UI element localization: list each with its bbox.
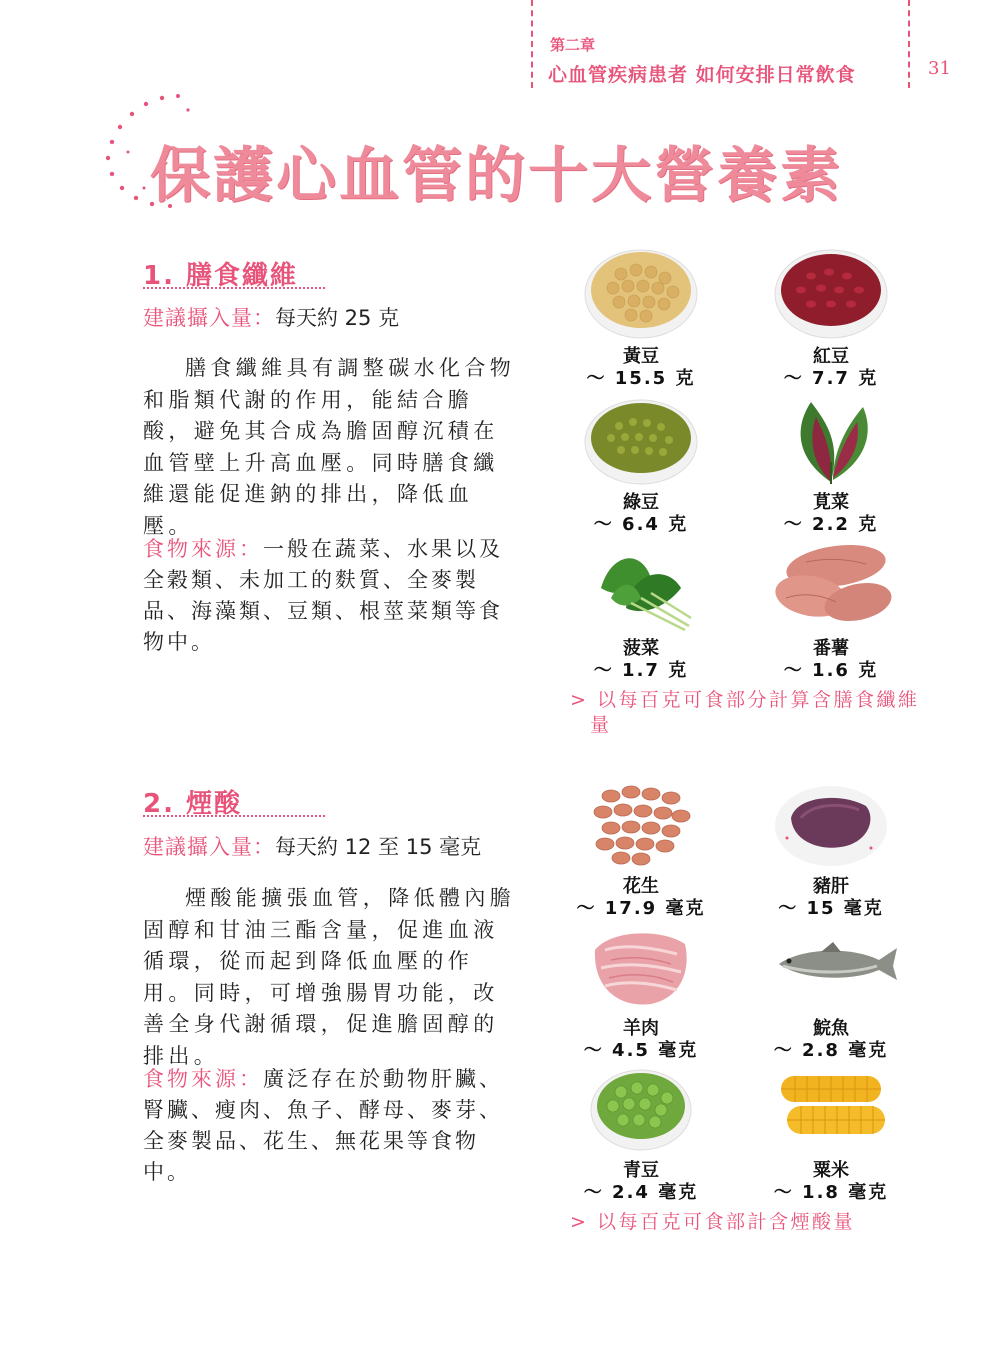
food-amount: ～ 7.7 克 bbox=[783, 368, 879, 389]
sweet-potato-icon bbox=[766, 538, 896, 634]
source-text: 廣泛存在於動物肝臟、腎臟、瘦肉、魚子、酵母、麥芽、全麥製品、花生、無花果等食物中。 bbox=[143, 1067, 503, 1184]
niacin-description: 煙酸能擴張血管，降低體內膽固醇和甘油三酯含量，促進血液循環，從而起到降低血壓的作用。同時，可增強腸胃功能，改善全身代謝循環，促進膽固醇的排出。 bbox=[143, 886, 516, 1068]
grass-carp-icon bbox=[761, 920, 901, 1014]
source-label: 食物來源： bbox=[143, 537, 263, 561]
food-name: 花生 bbox=[623, 876, 659, 897]
food-amount: ～ 17.9 毫克 bbox=[576, 898, 706, 919]
intake-label: 建議攝入量： bbox=[143, 306, 275, 330]
pork-liver-icon bbox=[771, 778, 891, 872]
mung-bean-bowl-icon bbox=[581, 392, 701, 488]
food-item-grass-carp bbox=[746, 920, 916, 1062]
food-amount: ～ 6.4 克 bbox=[593, 514, 689, 535]
intake-line-niacin bbox=[143, 831, 481, 861]
food-item-soybean bbox=[556, 244, 726, 390]
food-item-amaranth bbox=[746, 392, 916, 536]
source-text: 一般在蔬菜、水果以及全穀類、未加工的麩質、全麥製品、海藻類、豆類、根莖菜類等食物中。 bbox=[143, 537, 503, 654]
intake-line-fiber bbox=[143, 302, 399, 332]
intake-label: 建議攝入量： bbox=[143, 835, 275, 859]
food-item-peanut bbox=[556, 778, 726, 920]
heading-underline bbox=[143, 287, 325, 289]
food-item-corn bbox=[746, 1062, 916, 1204]
food-name: 粟米 bbox=[813, 1160, 849, 1181]
mutton-icon bbox=[581, 920, 701, 1014]
food-item-mung-bean bbox=[556, 392, 726, 536]
section-heading-fiber: 1. 膳食纖維 bbox=[143, 261, 299, 291]
food-amount: ～ 2.2 克 bbox=[783, 514, 879, 535]
fiber-note: > 以每百克可食部分計算含膳食纖維量 bbox=[570, 689, 920, 736]
food-amount: ～ 15 毫克 bbox=[778, 898, 884, 919]
food-name: 番薯 bbox=[813, 638, 849, 659]
page-number: 31 bbox=[928, 58, 951, 79]
food-amount: ～ 4.5 毫克 bbox=[583, 1040, 699, 1061]
red-bean-bowl-icon bbox=[771, 244, 891, 342]
food-name: 豬肝 bbox=[813, 876, 849, 897]
amaranth-leaf-icon bbox=[771, 392, 891, 488]
niacin-note: > 以每百克可食部計含煙酸量 bbox=[570, 1211, 855, 1233]
header-divider-left bbox=[531, 0, 533, 88]
food-item-green-pea bbox=[556, 1062, 726, 1204]
intake-value: 每天約 12 至 15 毫克 bbox=[275, 835, 482, 859]
page-title: 保護心血管的十大營養素 bbox=[150, 141, 843, 211]
food-amount: ～ 1.6 克 bbox=[783, 660, 879, 681]
peanut-icon bbox=[581, 778, 701, 872]
source-label: 食物來源： bbox=[143, 1067, 263, 1091]
corn-icon bbox=[771, 1062, 891, 1156]
food-amount: ～ 15.5 克 bbox=[586, 368, 696, 389]
section-heading-niacin: 2. 煙酸 bbox=[143, 789, 243, 819]
food-name: 黃豆 bbox=[623, 346, 659, 367]
food-name: 鯇魚 bbox=[813, 1018, 849, 1039]
food-name: 羊肉 bbox=[623, 1018, 659, 1039]
food-amount: ～ 1.8 毫克 bbox=[773, 1182, 889, 1203]
heading-underline bbox=[143, 815, 325, 817]
food-name: 青豆 bbox=[623, 1160, 659, 1181]
food-item-sweet-potato bbox=[746, 538, 916, 682]
food-amount: ～ 2.8 毫克 bbox=[773, 1040, 889, 1061]
food-item-red-bean bbox=[746, 244, 916, 390]
food-item-spinach bbox=[556, 538, 726, 682]
food-name: 紅豆 bbox=[813, 346, 849, 367]
fiber-food-source bbox=[143, 534, 523, 658]
spinach-icon bbox=[581, 538, 701, 634]
food-name: 菠菜 bbox=[623, 638, 659, 659]
food-amount: ～ 2.4 毫克 bbox=[583, 1182, 699, 1203]
chapter-subtitle: 心血管疾病患者 如何安排日常飲食 bbox=[548, 64, 856, 86]
food-amount: ～ 1.7 克 bbox=[593, 660, 689, 681]
fiber-description: 膳食纖維具有調整碳水化合物和脂類代謝的作用，能結合膽酸，避免其合成為膽固醇沉積在血管壁上升高血壓。同時膳食纖維還能促進鈉的排出，降低血壓。 bbox=[143, 356, 516, 538]
chapter-label: 第二章 bbox=[550, 36, 596, 54]
intake-value: 每天約 25 克 bbox=[275, 306, 400, 330]
niacin-food-source bbox=[143, 1064, 523, 1188]
food-item-pork-liver bbox=[746, 778, 916, 920]
green-pea-bowl-icon bbox=[581, 1062, 701, 1156]
food-name: 莧菜 bbox=[813, 492, 849, 513]
food-item-mutton bbox=[556, 920, 726, 1062]
soybean-bowl-icon bbox=[581, 244, 701, 342]
food-name: 綠豆 bbox=[623, 492, 659, 513]
header-divider-right bbox=[908, 0, 910, 88]
